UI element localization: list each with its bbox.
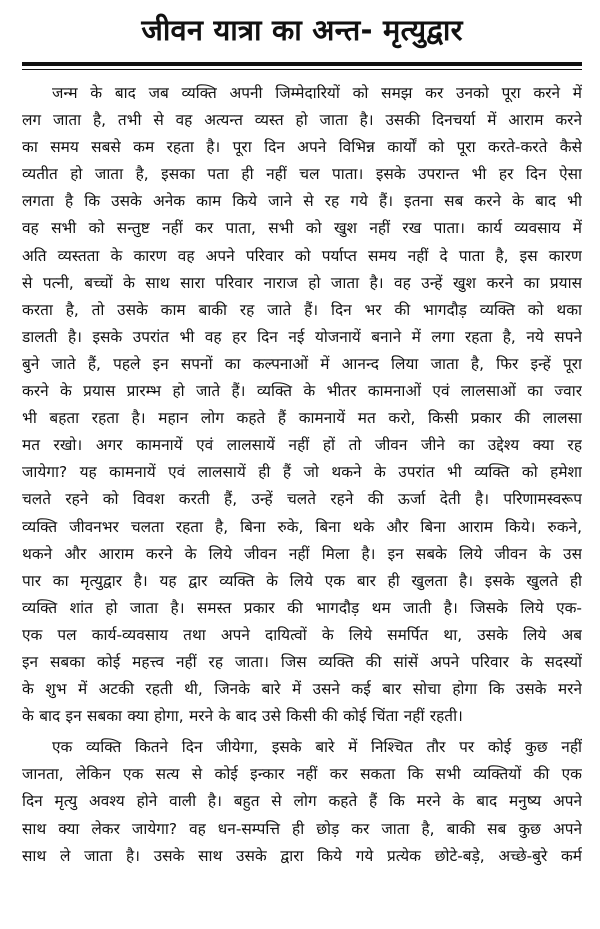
body-text (22, 80, 582, 870)
text-line: करता है, तो उसके काम बाकी रह जाते हैं। दिन भर की भागदौड़ व्यक्ति को थका (22, 300, 582, 319)
text-line: जायेगा? यह कामनायें एवं लालसायें ही हैं जो थकने के उपरांत भी व्यक्ति को हमेशा (22, 463, 582, 482)
text-line: जानता, लेकिन एक सत्य से कोई इन्कार नहीं कर सकता कि सभी व्यक्तियों की एक (22, 765, 582, 784)
paragraph-1 (22, 80, 582, 730)
text-line: एक व्यक्ति कितने दिन जीयेगा, इसके बारे में निश्चित तौर पर कोई कुछ नहीं (52, 738, 582, 757)
text-line: दिन मृत्यु अवश्य होने वाली है। बहुत से लोग कहते हैं कि मरने के बाद मनुष्य अपने (22, 792, 582, 811)
text-line: भी बहता रहता है। महान लोग कहते हैं कामनायें मत करो, किसी प्रकार की लालसा (22, 409, 582, 428)
text-line: का समय सबसे कम रहता है। पूरा दिन अपने विभिन्न कार्यों को पूरा करते-करते कैसे (22, 138, 582, 157)
text-line: थकने और आराम करने के लिये जीवन नहीं मिला है। इन सबके लिये जीवन के उस (22, 544, 582, 563)
text-line: के शुभ में अटकी रहती थी, जिनके बारे में उसने कई बार सोचा होगा कि उसके मरने (22, 680, 582, 699)
text-line: मत रखो। अगर कामनायें एवं लालसायें नहीं हों तो जीवन जीने का उद्देश्य क्या रह (22, 436, 582, 455)
text-line: व्यतीत हो जाता है, इसका पता ही नहीं चल पाता। इसके उपरान्त भी हर दिन ऐसा (22, 165, 582, 184)
text-line: जन्म के बाद जब व्यक्ति अपनी जिम्मेदारियों को समझ कर उनको पूरा करने में (52, 84, 582, 102)
title-rule-thin (22, 69, 582, 70)
text-line: से पत्नी, बच्चों के साथ सारा परिवार नाराज हो जाता है। वह उन्हें खुश करने का प्रयास (22, 273, 582, 292)
text-line: एक पल कार्य-व्यवसाय तथा अपने दायित्वों के लिये समर्पित था, उसके लिये अब (22, 625, 582, 644)
text-line: चलते रहने को विवश करती हैं, उन्हें चलते रहने की ऊर्जा देती है। परिणामस्वरूप (22, 490, 582, 509)
text-line: अति व्यस्तता के कारण वह अपने परिवार को पर्याप्त समय नहीं दे पाता है, इस कारण (22, 246, 582, 265)
text-line: इन सबका कोई महत्त्व नहीं रह जाता। जिस व्यक्ति की सांसें अपने परिवार के सदस्यों (22, 652, 582, 671)
text-line: लगता है कि उसके अनेक काम किये जाने से रह गये हैं। इतना सब करने के बाद भी (22, 192, 582, 211)
text-line: बुने जाते हैं, पहले इन सपनों का कल्पनाओं में आनन्द लिया जाता है, फिर इन्हें पूरा (22, 354, 582, 373)
page-title: जीवन यात्रा का अन्त- मृत्युद्वार (141, 13, 463, 47)
text-line: करने के प्रयास प्रारम्भ हो जाते हैं। व्यक्ति के भीतर कामनाओं एवं लालसाओं का ज्वार (22, 382, 582, 401)
text-line: वह सभी को सन्तुष्ट नहीं कर पाता, सभी को खुश नहीं रख पाता। कार्य व्यवसाय में (22, 219, 582, 238)
title-rule-thick (22, 62, 582, 66)
text-line: व्यक्ति शांत हो जाता है। समस्त प्रकार की भागदौड़ थम जाती है। जिसके लिये एक- (22, 598, 582, 617)
text-line: साथ ले जाता है। उसके साथ उसके द्वारा किये गये प्रत्येक छोटे-बड़े, अच्छे-बुरे कर्म (22, 846, 582, 865)
text-line: पार का मृत्युद्वार है। यह द्वार व्यक्ति के लिये एक बार ही खुलता है। इसके खुलते ही (22, 571, 582, 590)
text-line: के बाद इन सबका क्या होगा, मरने के बाद उसे किसी की कोई चिंता नहीं रहती। (22, 707, 463, 726)
text-line: साथ क्या लेकर जायेगा? वह धन-सम्पत्ति ही छोड़ कर जाता है, बाकी सब कुछ अपने (22, 819, 582, 838)
paragraph-2 (22, 734, 582, 869)
text-line: लग जाता है, तभी से वह अत्यन्त व्यस्त हो जाता है। उसकी दिनचर्या में आराम करने (22, 111, 582, 130)
text-line: डालती है। इसके उपरांत भी वह हर दिन नई योजनायें बनाने में लगा रहता है, नये सपने (22, 327, 582, 346)
text-line: व्यक्ति जीवनभर चलता रहता है, बिना रुके, बिना थके और बिना आराम किये। रुकने, (22, 517, 582, 536)
